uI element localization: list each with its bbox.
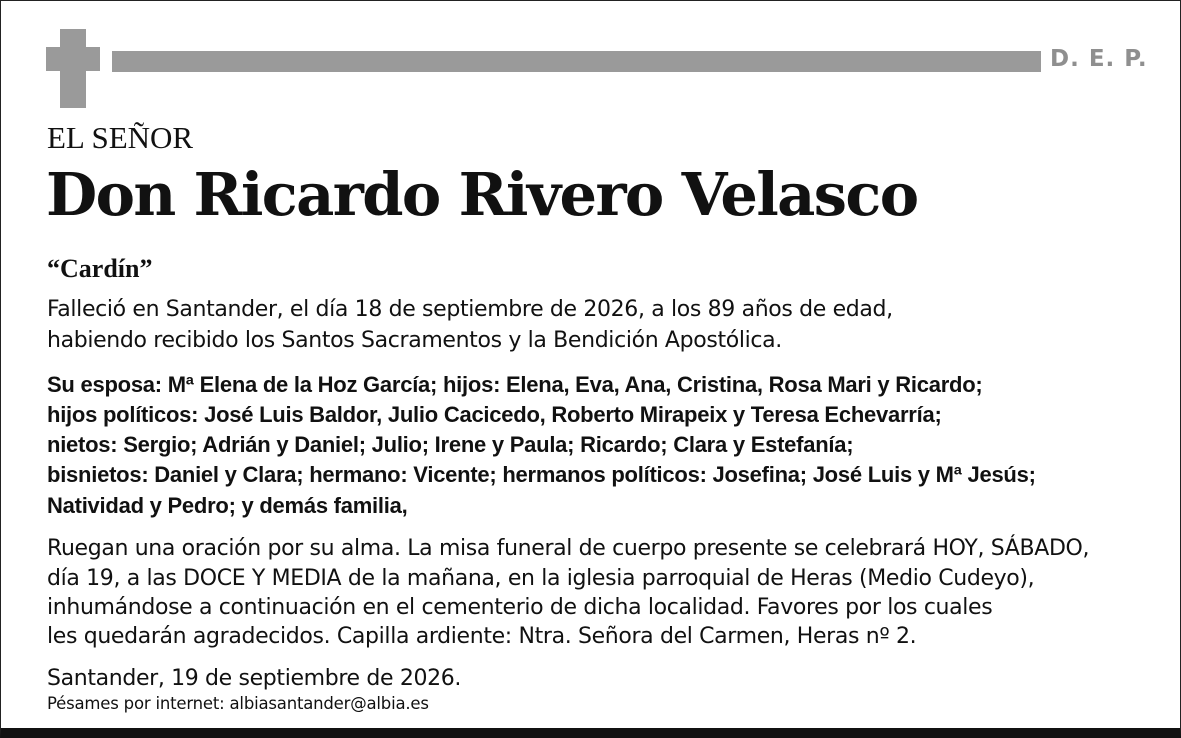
- honorific: EL SEÑOR: [47, 120, 194, 155]
- nickname: “Cardín”: [47, 254, 153, 283]
- family-line: nietos: Sergio; Adrián y Daniel; Julio; Irene y Paula; Ricardo; Clara y Estefanía;: [47, 432, 854, 457]
- header-rule: [112, 51, 1041, 72]
- family-line: hijos políticos: José Luis Baldor, Julio Cacicedo, Roberto Mirapeix y Teresa Echevarría;: [47, 402, 942, 427]
- death-notice-line: Falleció en Santander, el día 18 de septiembre de 2026, a los 89 años de edad,: [47, 297, 893, 322]
- place-date: Santander, 19 de septiembre de 2026.: [47, 666, 462, 691]
- death-notice-line: habiendo recibido los Santos Sacramentos y la Bendición Apostólica.: [47, 328, 782, 353]
- dep-label: D. E. P.: [1050, 46, 1148, 72]
- family-line: Su esposa: Mª Elena de la Hoz García; hijos: Elena, Eva, Ana, Cristina, Rosa Mari y Ricardo;: [47, 372, 983, 397]
- funeral-line: inhumándose a continuación en el cementerio de dicha localidad. Favores por los cuales: [47, 595, 993, 620]
- family-line: bisnietos: Daniel y Clara; hermano: Vicente; hermanos políticos: Josefina; José Luis y Mª Jesús;: [47, 462, 1036, 487]
- deceased-name: Don Ricardo Rivero Velasco: [46, 160, 918, 229]
- condolences-line: Pésames por internet: albiasantander@albia.es: [47, 694, 429, 713]
- funeral-line: día 19, a las DOCE Y MEDIA de la mañana, en la iglesia parroquial de Heras (Medio Cudeyo),: [47, 566, 1035, 591]
- cross-icon-bar: [46, 47, 100, 71]
- family-line: Natividad y Pedro; y demás familia,: [47, 493, 408, 518]
- funeral-line: les quedarán agradecidos. Capilla ardiente: Ntra. Señora del Carmen, Heras nº 2.: [47, 624, 917, 649]
- funeral-line: Ruegan una oración por su alma. La misa funeral de cuerpo presente se celebrará HOY, SÁBADO,: [47, 536, 1090, 561]
